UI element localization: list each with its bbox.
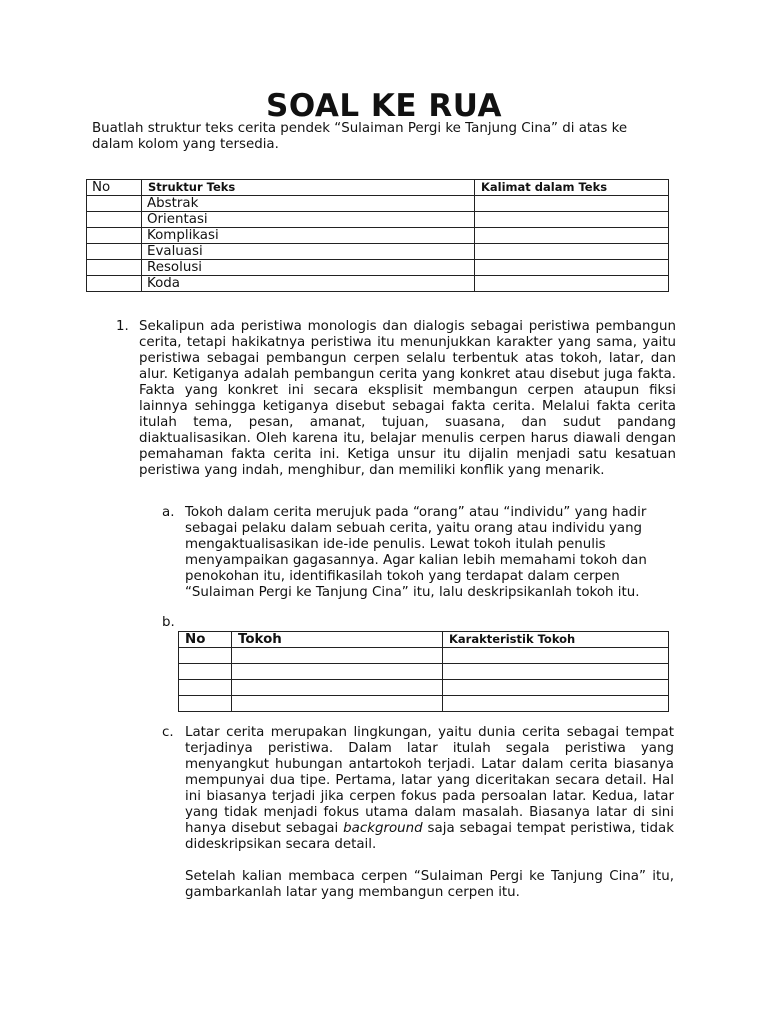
sub-item-text: Tokoh dalam cerita merujuk pada “orang” atau “individu” yang hadir sebagai pelaku dalam sebuah cerita, yaitu orang atau individu yang mengaktualisasikan ide-ide penulis. Lewat tokoh itulah penulis menyampaikan gagasannya. Agar kalian lebih memahami tokoh dan penokohan itu, identifikasilah tokoh yang terdapat dalam cerpen “Sulaiman Pergi ke Tanjung Cina” itu, lalu deskripsikanlah tokoh itu. bbox=[185, 505, 647, 600]
sentence-cell[interactable] bbox=[475, 196, 669, 212]
table-row bbox=[179, 680, 669, 696]
sub-item-body bbox=[185, 725, 674, 901]
table-row bbox=[87, 196, 669, 212]
italic-term: background bbox=[343, 821, 423, 836]
empty-cell[interactable] bbox=[232, 696, 443, 712]
character-table-header bbox=[179, 632, 669, 648]
question-list bbox=[116, 319, 676, 479]
header-struktur-teks: Struktur Teks bbox=[142, 180, 475, 196]
sub-item-a bbox=[162, 505, 674, 601]
table-row bbox=[87, 276, 669, 292]
sentence-cell[interactable] bbox=[475, 228, 669, 244]
empty-cell[interactable] bbox=[179, 648, 232, 664]
empty-cell[interactable] bbox=[232, 664, 443, 680]
sentence-cell[interactable] bbox=[475, 244, 669, 260]
table-row bbox=[87, 244, 669, 260]
sub-item-c bbox=[162, 725, 674, 901]
item-number: 1. bbox=[116, 319, 129, 334]
sentence-cell[interactable] bbox=[475, 212, 669, 228]
empty-cell[interactable] bbox=[232, 680, 443, 696]
table-row bbox=[179, 696, 669, 712]
header-tokoh: Tokoh bbox=[232, 632, 443, 648]
empty-cell[interactable] bbox=[443, 648, 669, 664]
list-item bbox=[116, 319, 676, 479]
empty-cell[interactable] bbox=[443, 696, 669, 712]
empty-cell[interactable] bbox=[232, 648, 443, 664]
empty-cell[interactable] bbox=[179, 680, 232, 696]
item-text: Sekalipun ada peristiwa monologis dan dialogis sebagai peristiwa pembangun cerita, tetapi hakikatnya peristiwa itu menunjukkan karakter yang sama, yaitu peristiwa sebagai pembangun cerpen selalu terbentuk atas tokoh, latar, dan alur. Ketiganya adalah pembangun cerita yang konkret atau disebut juga fakta. Fakta yang konkret ini secara eksplisit membangun cerpen ataupun fiksi lainnya sehingga ketiganya disebut sebagai fakta cerita. Melalui fakta cerita itulah tema, pesan, amanat, tujuan, suasana, dan sudut pandang diaktualisasikan. Oleh karena itu, belajar menulis cerpen harus diawali dengan pemahaman fakta cerita ini. Ketiga unsur itu dijalin menjadi satu kesatuan peristiwa yang indah, menghibur, dan memiliki konflik yang menarik. bbox=[139, 319, 676, 478]
structure-name: Koda bbox=[142, 276, 475, 292]
header-karakteristik-tokoh: Karakteristik Tokoh bbox=[443, 632, 669, 648]
setting-instruction: Setelah kalian membaca cerpen “Sulaiman Pergi ke Tanjung Cina” itu, gambarkanlah latar yang membangun cerpen itu. bbox=[185, 869, 674, 900]
structure-name: Evaluasi bbox=[142, 244, 475, 260]
character-table bbox=[178, 631, 669, 712]
page-title: SOAL KE RUA bbox=[266, 88, 502, 124]
structure-table-header bbox=[87, 180, 669, 196]
setting-paragraph: Latar cerita merupakan lingkungan, yaitu dunia cerita sebagai tempat terjadinya peristiwa. Dalam latar itulah segala peristiwa yang menyangkut hubungan antartokoh terjadi. Latar dalam cerita biasanya mempunyai dua tipe. Pertama, latar yang diceritakan secara detail. Hal ini biasanya terjadi jika cerpen fokus pada persoalan latar. Kedua, latar yang tidak menjadi fokus utama dalam masalah. Biasanya latar di sini hanya disebut sebagai background saja sebagai tempat peristiwa, tidak dideskripsikan secara detail. bbox=[185, 725, 674, 852]
table-row bbox=[179, 664, 669, 680]
structure-name: Abstrak bbox=[142, 196, 475, 212]
sub-item-marker: c. bbox=[162, 725, 174, 740]
empty-cell[interactable] bbox=[179, 664, 232, 680]
header-kalimat-dalam-teks: Kalimat dalam Teks bbox=[475, 180, 669, 196]
intro-instruction: Buatlah struktur teks cerita pendek “Sulaiman Pergi ke Tanjung Cina” di atas ke dalam kolom yang tersedia. bbox=[92, 121, 628, 152]
table-row bbox=[87, 228, 669, 244]
empty-cell[interactable] bbox=[179, 696, 232, 712]
empty-cell[interactable] bbox=[443, 664, 669, 680]
structure-name: Komplikasi bbox=[142, 228, 475, 244]
table-row bbox=[179, 648, 669, 664]
structure-name: Resolusi bbox=[142, 260, 475, 276]
structure-name: Orientasi bbox=[142, 212, 475, 228]
header-no: No bbox=[87, 180, 142, 196]
structure-table bbox=[86, 179, 669, 292]
sub-item-marker: a. bbox=[162, 505, 175, 520]
empty-cell[interactable] bbox=[443, 680, 669, 696]
header-no: No bbox=[179, 632, 232, 648]
table-row bbox=[87, 260, 669, 276]
sentence-cell[interactable] bbox=[475, 260, 669, 276]
table-row bbox=[87, 212, 669, 228]
sentence-cell[interactable] bbox=[475, 276, 669, 292]
sub-item-marker: b. bbox=[162, 615, 175, 630]
